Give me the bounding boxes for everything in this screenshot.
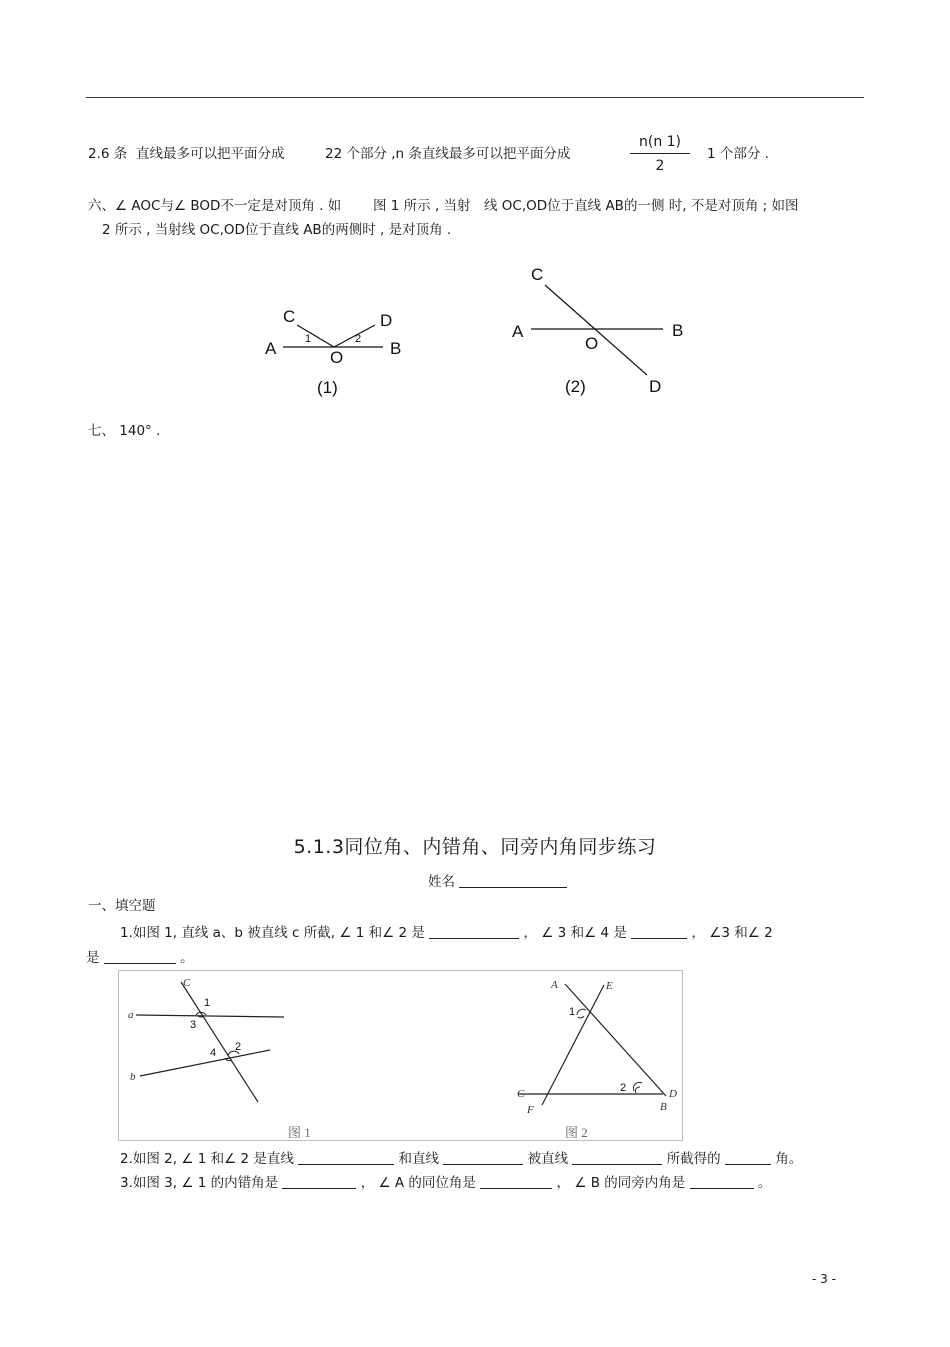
fig1-label-c: C <box>283 307 296 326</box>
q1-text-a: 1.如图 1, 直线 a、b 被直线 c 所截, ∠ 1 和∠ 2 是 <box>120 925 425 941</box>
fig-box-1-label-c: C <box>183 977 191 989</box>
q2-text-b: 和直线 <box>398 1151 439 1167</box>
q1-text-b: ， ∠ 3 和∠ 4 是 <box>523 925 627 941</box>
fig2-label-o: O <box>585 334 599 353</box>
q2-text-c: 被直线 <box>527 1151 569 1167</box>
fig1-label-a: A <box>265 339 277 358</box>
answer-six-line1-c: 线 OC,OD位于直线 AB的一侧 时, 不是对顶角 ; 如图 <box>484 198 799 214</box>
q1-text-c: ， ∠3 和∠ 2 <box>691 925 773 941</box>
fig1-label-b: B <box>390 339 402 358</box>
fig-box-2-angle-1: 1 <box>569 1006 576 1018</box>
fig-box-1-angle-3: 3 <box>190 1019 197 1031</box>
fig-box-2-label-e: E <box>606 980 613 992</box>
name-blank[interactable] <box>459 874 567 888</box>
fig2-label-b: B <box>672 321 684 340</box>
fraction-bar <box>630 153 690 154</box>
q1-blank-1[interactable] <box>429 925 519 939</box>
q3-blank-3[interactable] <box>690 1175 754 1189</box>
question-1-line2 <box>86 950 194 966</box>
fig-box-1-angle-4: 4 <box>210 1047 217 1059</box>
q3-text-c: ， ∠ B 的同旁内角是 <box>556 1175 686 1191</box>
fig-box-2-label-c: C <box>517 1088 525 1100</box>
fig-box-2-caption: 图 2 <box>565 1125 588 1140</box>
q2-text-e: 角。 <box>775 1151 803 1167</box>
figure-1-diagram <box>255 300 425 400</box>
answer-seven: 七、 140° . <box>88 423 161 439</box>
section-fill-in: 一、填空题 <box>88 898 156 914</box>
fig-box-2-label-d: D <box>669 1088 677 1100</box>
answer-six-line2: 2 所示 , 当射线 OC,OD位于直线 AB的两侧时 , 是对顶角 . <box>102 222 452 238</box>
answer-six-line1-b: 图 1 所示 , 当射 <box>373 198 471 214</box>
fig2-label-a: A <box>512 322 524 341</box>
q1-text-e: 。 <box>180 950 194 966</box>
answer-2-6-b: 直线最多可以把平面分成 <box>136 146 285 162</box>
q1-blank-3[interactable] <box>104 950 176 964</box>
fig1-label-o: O <box>330 348 344 367</box>
formula-fraction <box>628 133 692 175</box>
fig-box-2-label-b: B <box>660 1101 667 1113</box>
fig1-angle-2: 2 <box>355 333 362 345</box>
q3-blank-2[interactable] <box>480 1175 552 1189</box>
q2-blank-3[interactable] <box>572 1151 662 1165</box>
fig-box-1-angle-2: 2 <box>235 1041 242 1053</box>
fig1-label-d: D <box>380 311 393 330</box>
q2-text-d: 所截得的 <box>666 1151 721 1167</box>
formula-numerator: n(n 1) <box>638 134 682 150</box>
q1-text-d: 是 <box>86 950 100 966</box>
q2-blank-1[interactable] <box>298 1151 394 1165</box>
fig-box-2-angle-2: 2 <box>620 1082 627 1094</box>
fig-box-2-label-a: A <box>551 979 558 991</box>
fig1-angle-1: 1 <box>305 333 312 345</box>
q1-blank-2[interactable] <box>631 925 687 939</box>
name-label: 姓名 <box>428 874 455 890</box>
question-2 <box>120 1151 802 1167</box>
q2-blank-2[interactable] <box>443 1151 523 1165</box>
fig2-caption: (2) <box>565 377 586 396</box>
fig1-caption: (1) <box>317 378 338 397</box>
figures-1-2-box <box>118 970 684 1142</box>
fig2-label-c: C <box>531 265 544 284</box>
name-field <box>428 874 567 890</box>
page-number: - 3 - <box>812 1272 836 1286</box>
q3-text-a: 3.如图 3, ∠ 1 的内错角是 <box>120 1175 279 1191</box>
figure-2-diagram <box>505 258 705 398</box>
q2-blank-4[interactable] <box>725 1151 771 1165</box>
question-1 <box>120 925 773 941</box>
q2-text-a: 2.如图 2, ∠ 1 和∠ 2 是直线 <box>120 1151 294 1167</box>
fig-box-1-label-b: b <box>130 1071 136 1083</box>
header-rule <box>86 97 864 98</box>
q3-text-d: 。 <box>757 1175 772 1191</box>
answer-2-6-c: 22 个部分 ,n 条直线最多可以把平面分成 <box>325 146 571 162</box>
formula-denominator: 2 <box>655 158 665 174</box>
question-3 <box>120 1175 771 1191</box>
q3-text-b: ， ∠ A 的同位角是 <box>360 1175 476 1191</box>
fig2-label-d: D <box>649 377 662 396</box>
q3-blank-1[interactable] <box>282 1175 356 1189</box>
fig-box-1-angle-1: 1 <box>204 997 211 1009</box>
answer-2-6-d: 1 个部分 . <box>707 146 769 162</box>
fig-box-2-label-f: F <box>527 1104 534 1116</box>
fig-box-1-label-a: a <box>128 1009 134 1021</box>
exercise-title: 5.1.3同位角、内错角、同旁内角同步练习 <box>293 836 657 858</box>
fig-box-1-caption: 图 1 <box>288 1125 311 1140</box>
answer-six-line1-a: 六、∠ AOC与∠ BOD不一定是对顶角 . 如 <box>88 198 342 214</box>
answer-2-6-a: 2.6 条 <box>88 146 128 162</box>
